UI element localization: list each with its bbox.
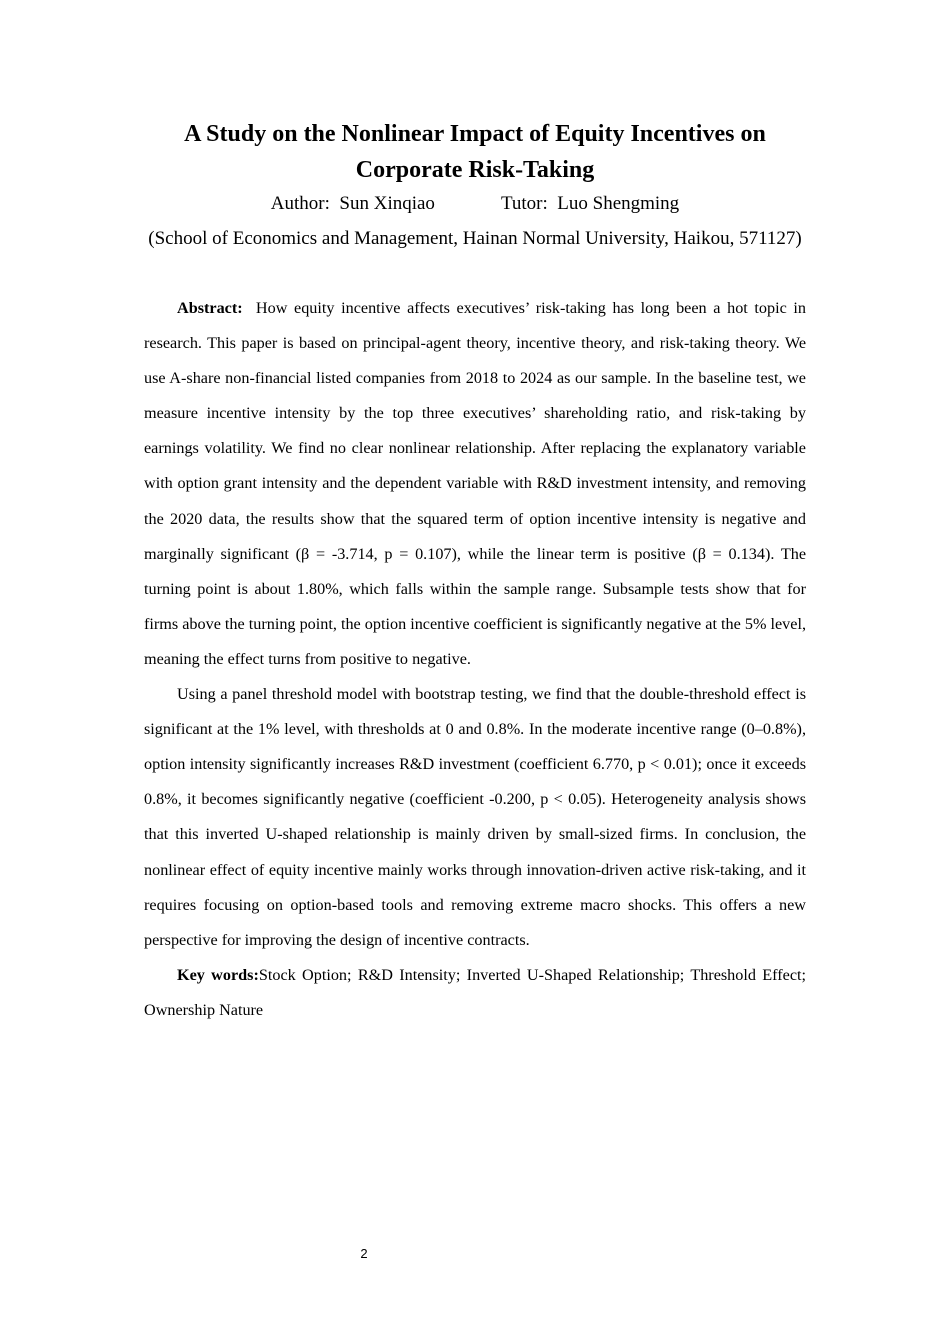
affiliation: (School of Economics and Management, Hainan Normal University, Haikou, 571127) [148,228,802,249]
keywords-paragraph [144,958,806,1028]
page-number: 2 [360,1246,368,1261]
abstract-paragraph-1 [144,291,806,677]
keywords-label: Key words: [177,965,259,984]
keywords-text: Stock Option; R&D Intensity; Inverted U-Shaped Relationship; Threshold Effect; Ownership Nature [144,965,807,1019]
tutor-label: Tutor: [500,193,548,214]
author-line [0,191,950,217]
author-name: Sun Xinqiao [339,193,435,214]
tutor-name: Luo Shengming [557,193,680,214]
abstract-label: Abstract: [177,299,243,317]
abstract-paragraph-2: Using a panel threshold model with bootstrap testing, we find that the double-threshold effect is significant at the 1% level, with thresholds at 0 and 0.8%. In the moderate incentive range (0–0.8%), option intensity significantly increases R&D investment (coefficient 6.770, p < 0.01); once it exceeds 0.8%, it becomes significantly negative (coefficient -0.200, p < 0.05). Heterogeneity analysis shows that this inverted U-shaped relationship is mainly driven by small-sized firms. In conclusion, the nonlinear effect of equity incentive mainly works through innovation-driven active risk-taking, and it requires focusing on option-based tools and removing extreme macro shocks. This offers a new perspective for improving the design of incentive contracts. [144,685,806,949]
author-label: Author: [270,193,330,214]
abstract-section [144,291,806,1028]
abstract-text-1: How equity incentive affects executives’ risk-taking has long been a hot topic in research. This paper is based on principal-agent theory, incentive theory, and risk-taking theory. We use A-share non-financial listed companies from 2018 to 2024 as our sample. In the baseline test, we measure incentive intensity by the top three executives’ shareholding ratio, and risk-taking by earnings volatility. We find no clear nonlinear relationship. After replacing the explanatory variable with option grant intensity and the dependent variable with R&D investment intensity, and removing the 2020 data, the results show that the squared term of option incentive intensity is negative and marginally significant (β = -3.714, p = 0.107), while the linear term is positive (β = 0.134). The turning point is about 1.80%, which falls within the sample range. Subsample tests show that for firms above the turning point, the option incentive coefficient is significantly negative at the 5% level, meaning the effect turns from positive to negative. [144,299,807,668]
paper-title: A Study on the Nonlinear Impact of Equity Incentives on Corporate Risk-Taking [184,121,766,183]
